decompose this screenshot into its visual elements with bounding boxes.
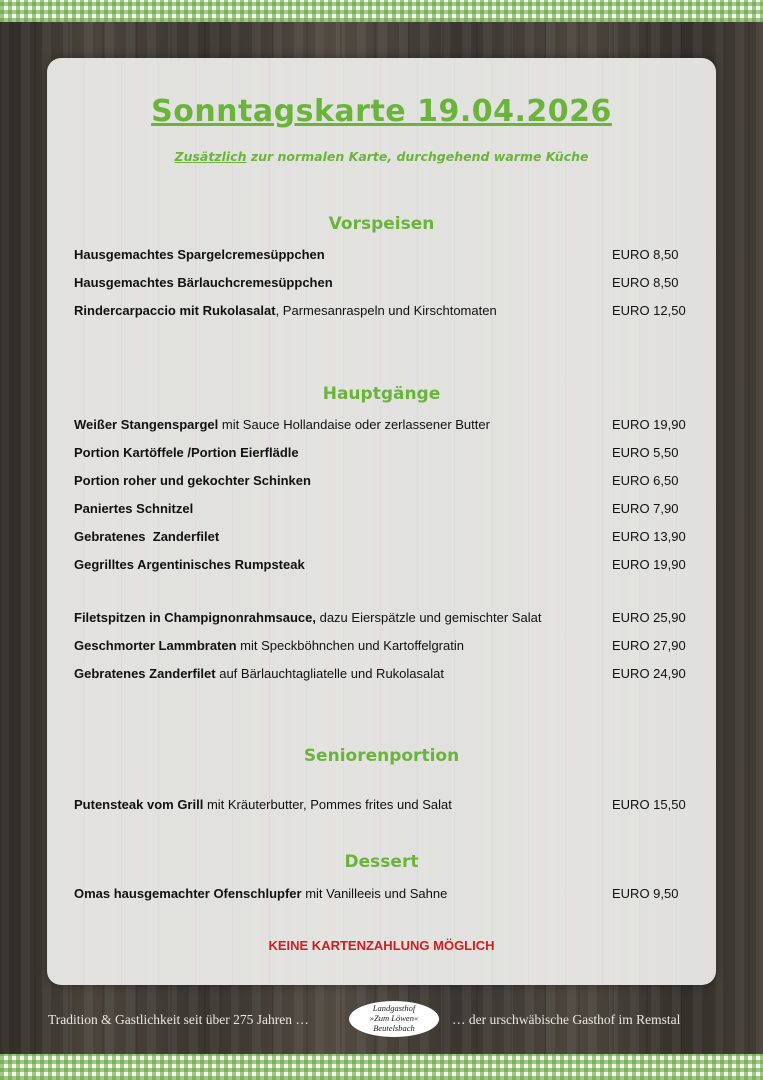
menu-item	[74, 557, 689, 577]
section-heading-vorspeisen: Vorspeisen	[328, 214, 435, 234]
menu-item	[74, 529, 689, 549]
item-name: Gegrilltes Argentinisches Rumpsteak	[74, 557, 305, 572]
item-name: Portion roher und gekochter Schinken	[74, 473, 311, 488]
item-name: Portion Kartöffele /Portion Eierflädle	[74, 445, 299, 460]
item-name: Gebratenes Zanderfilet	[74, 529, 220, 544]
item-price: EURO 13,90	[612, 529, 686, 544]
item-price: EURO 19,90	[612, 557, 686, 572]
menu-item	[74, 797, 689, 817]
item-price: EURO 27,90	[612, 638, 686, 653]
item-name: Omas hausgemachter Ofenschlupfer	[74, 886, 302, 901]
menu-item	[74, 417, 689, 437]
footer-tagline-right: … der urschwäbische Gasthof im Remstal	[452, 1012, 681, 1027]
menu-item	[74, 303, 689, 323]
item-name: Paniertes Schnitzel	[74, 501, 194, 516]
menu-item	[74, 886, 689, 906]
menu-title: Sonntagskarte 19.04.2026	[151, 94, 612, 129]
section-heading-dessert: Dessert	[344, 852, 419, 872]
item-price: EURO 9,50	[612, 886, 679, 901]
logo-line-1: Landgasthof	[372, 1003, 416, 1013]
item-name: Hausgemachtes Spargelcremesüppchen	[74, 247, 325, 262]
item-name: Hausgemachtes Bärlauchcremesüppchen	[74, 275, 333, 290]
menu-item	[74, 445, 689, 465]
item-detail: mit Vanilleeis und Sahne	[301, 886, 448, 901]
logo-line-3: Beutelsbach	[373, 1023, 415, 1033]
item-price: EURO 6,50	[612, 473, 679, 488]
item-price: EURO 5,50	[612, 445, 679, 460]
item-detail: mit Kräuterbutter, Pommes frites und Salat	[203, 797, 452, 812]
item-price: EURO 25,90	[612, 610, 686, 625]
logo-line-2: »Zum Löwen«	[369, 1013, 419, 1023]
item-price: EURO 12,50	[612, 303, 686, 318]
item-detail: auf Bärlauchtagliatelle und Rukolasalat	[215, 666, 444, 681]
item-price: EURO 8,50	[612, 275, 679, 290]
item-name: Rindercarpaccio mit Rukolasalat	[74, 303, 276, 318]
item-detail: dazu Eierspätzle und gemischter Salat	[315, 610, 542, 625]
item-price: EURO 19,90	[612, 417, 686, 432]
item-name: Filetspitzen in Champignonrahmsauce,	[74, 610, 316, 625]
item-detail: , Parmesanraspeln und Kirschtomaten	[275, 303, 497, 318]
menu-item	[74, 666, 689, 686]
item-price: EURO 24,90	[612, 666, 686, 681]
menu-item	[74, 247, 689, 267]
menu-item	[74, 638, 689, 658]
landgasthof-logo	[348, 1000, 440, 1038]
payment-notice: KEINE KARTENZAHLUNG MÖGLICH	[268, 938, 495, 953]
footer-tagline-left: Tradition & Gastlichkeit seit über 275 Jahren …	[48, 1012, 309, 1027]
menu-item	[74, 501, 689, 521]
item-name: Weißer Stangenspargel	[74, 417, 219, 432]
item-name: Putensteak vom Grill	[74, 797, 204, 812]
subtitle-rest: zur normalen Karte, durchgehend warme Küche	[246, 149, 589, 164]
item-price: EURO 15,50	[612, 797, 686, 812]
item-name: Geschmorter Lammbraten	[74, 638, 237, 653]
menu-item	[74, 473, 689, 493]
subtitle-highlight: Zusätzlich	[174, 149, 247, 164]
menu-subtitle	[47, 149, 716, 164]
menu-card	[47, 58, 716, 985]
item-price: EURO 7,90	[612, 501, 679, 516]
item-name: Gebratenes Zanderfilet	[74, 666, 216, 681]
item-detail: mit Speckböhnchen und Kartoffelgratin	[236, 638, 464, 653]
section-heading-hauptgaenge: Hauptgänge	[322, 384, 441, 404]
gingham-border-top	[0, 0, 763, 22]
section-heading-senioren: Seniorenportion	[303, 746, 460, 766]
menu-item	[74, 275, 689, 295]
item-price: EURO 8,50	[612, 247, 679, 262]
menu-item	[74, 610, 689, 630]
item-detail: mit Sauce Hollandaise oder zerlassener Butter	[218, 417, 490, 432]
gingham-border-bottom	[0, 1054, 763, 1080]
